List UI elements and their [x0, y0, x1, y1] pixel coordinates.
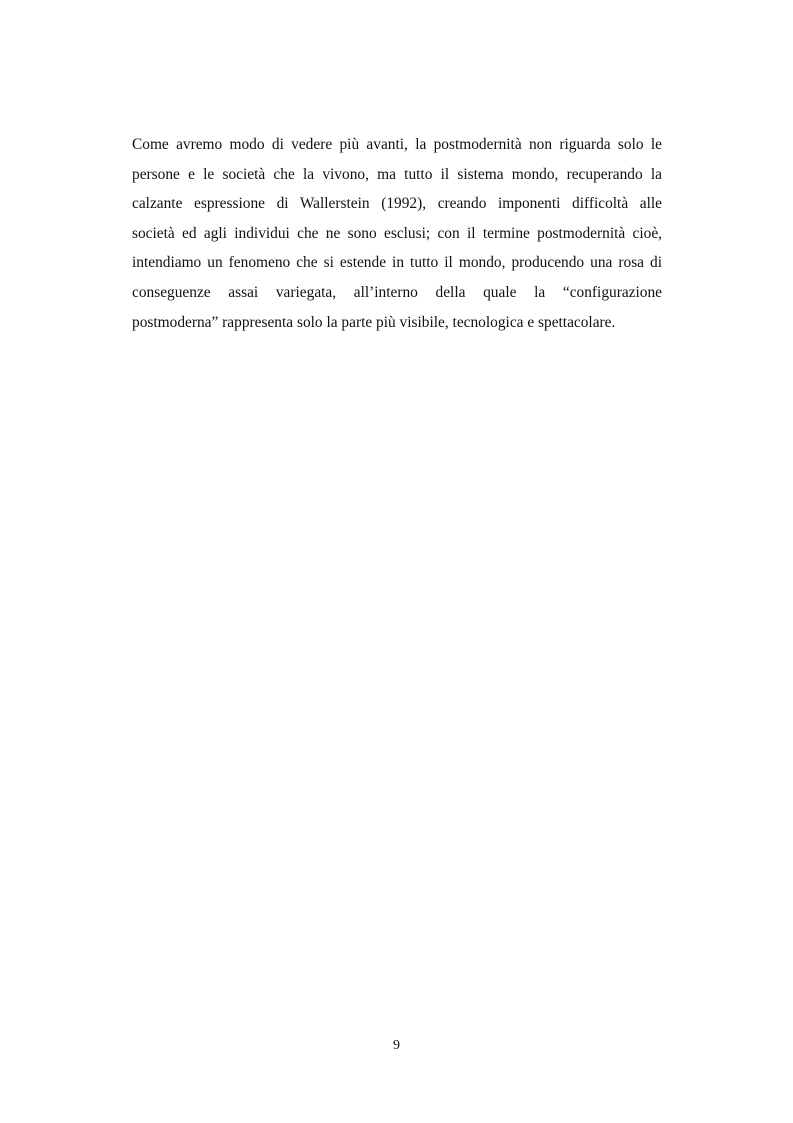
paragraph-line: postmoderna” rappresenta solo la parte più visibile, tecnologica e spettacolare.	[132, 313, 616, 331]
paragraph-line: persone e le società che la vivono, ma tutto il sistema mondo, recuperando la	[132, 165, 662, 183]
page-number: 9	[393, 1038, 400, 1053]
paragraph-line: intendiamo un fenomeno che si estende in tutto il mondo, producendo una rosa di	[132, 254, 662, 272]
paragraph-line: società ed agli individui che ne sono esclusi; con il termine postmodernità cioè,	[132, 224, 662, 242]
paragraph-line: conseguenze assai variegata, all’interno della quale la “configurazione	[132, 283, 662, 301]
body-paragraph	[132, 130, 662, 337]
paragraph-line: Come avremo modo di vedere più avanti, la postmodernità non riguarda solo le	[132, 136, 662, 153]
paragraph-line: calzante espressione di Wallerstein (1992), creando imponenti difficoltà alle	[132, 195, 662, 213]
